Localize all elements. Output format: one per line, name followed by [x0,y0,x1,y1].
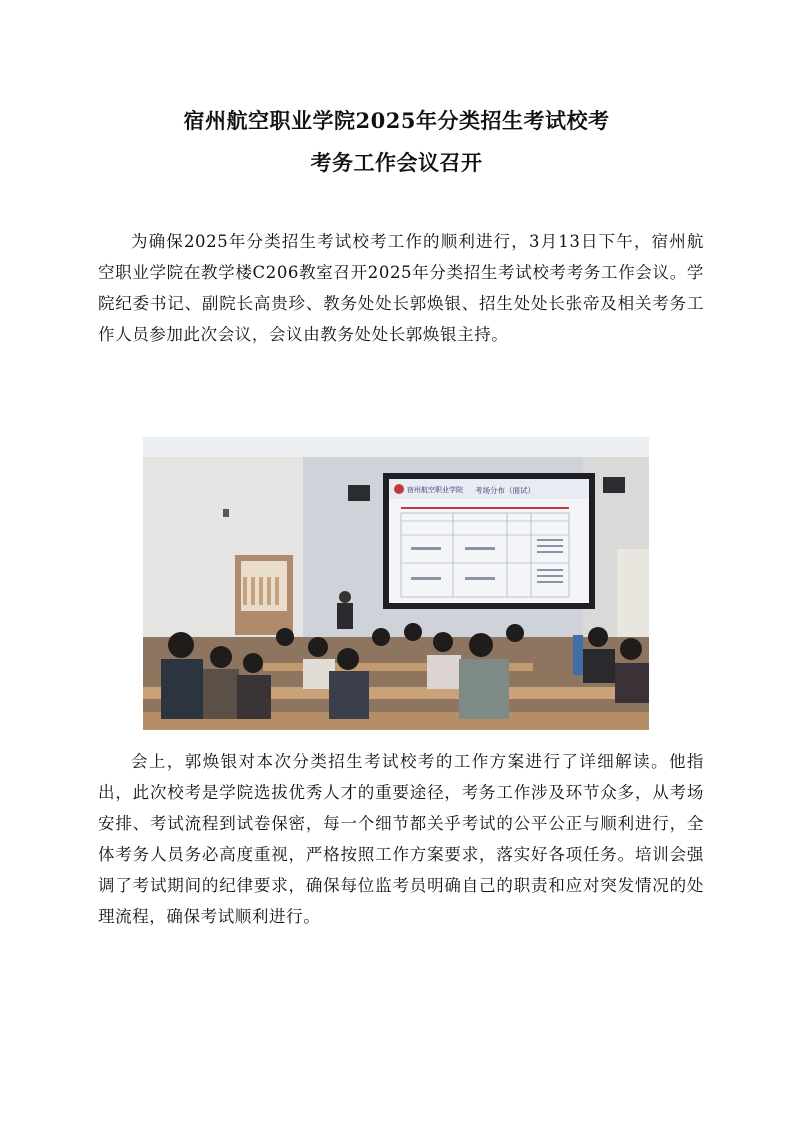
title-line-2: 考务工作会议召开 [310,150,483,175]
title-line-1: 宿州航空职业学院2025年分类招生考试校考 [183,108,610,133]
screen-title: 考场分布（面试） [475,486,535,495]
paragraph-details: 会上，郭焕银对本次分类招生考试校考的工作方案进行了详细解读。他指出，此次校考是学院选拔优秀人才的重要途径，考务工作涉及环节众多，从考场安排、考试流程到试卷保密，每一个细节都关乎考试的公平公正与顺利进行，全体考务人员务必高度重视，严格按照工作方案要求，落实好各项任务。培训会强调了考试期间的纪律要求，确保每位监考员明确自己的职责和应对突发情况的处理流程，确保考试顺利进行。 [98,752,704,926]
screen-school-name: 宿州航空职业学院 [407,486,463,494]
meeting-photo [143,437,649,730]
paragraph-intro: 为确保2025年分类招生考试校考工作的顺利进行，3月13日下午，宿州航空职业学院在教学楼C206教室召开2025年分类招生考试校考考务工作会议。学院纪委书记、副院长高贵珍、教务处处长郭焕银、招生处处长张帝及相关考务工作人员参加此次会议，会议由教务处处长郭焕银主持。 [98,232,704,344]
page-title [0,100,793,184]
